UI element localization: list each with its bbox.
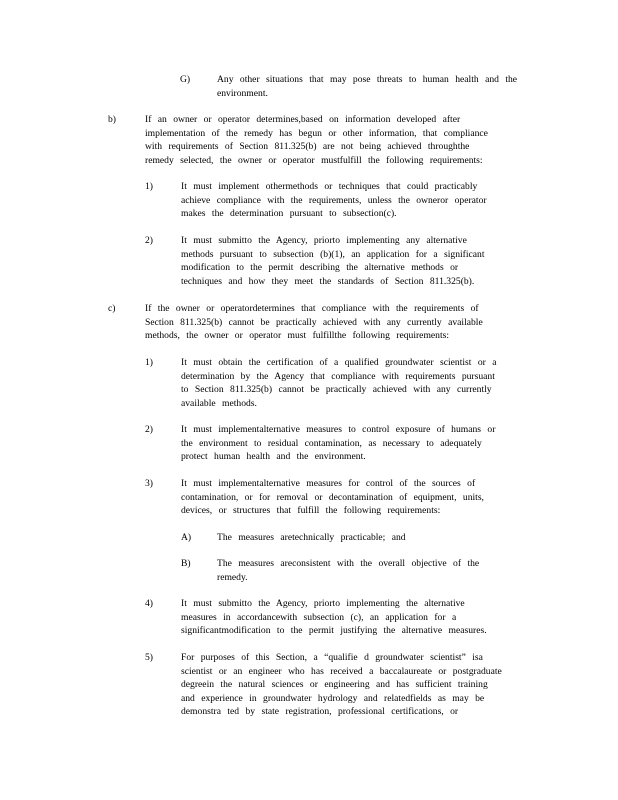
item-label-c2: 2) bbox=[145, 424, 153, 435]
text-line: the environment to residual contamination, as necessary to adequately bbox=[181, 437, 482, 449]
text-line: It must submitto the Agency, priorto implementing any alternative bbox=[181, 235, 467, 246]
text-line: and experience in groundwater hydrology and relatedfields as may be bbox=[181, 692, 485, 704]
text-line: Any other situations that may pose threats to human health and the bbox=[217, 74, 518, 85]
item-c3 bbox=[181, 477, 533, 518]
text-line: It must implementalternative measures to control exposure of humans or bbox=[181, 424, 496, 435]
text-line: available methods. bbox=[181, 397, 257, 409]
item-label-c: c) bbox=[108, 303, 116, 314]
item-g bbox=[217, 73, 537, 100]
text-line: makes the determination pursuant to subsection(c). bbox=[181, 208, 397, 220]
item-c1 bbox=[181, 356, 533, 410]
item-label-a: A) bbox=[181, 532, 192, 543]
item-label-b-upper: B) bbox=[181, 558, 191, 569]
text-line: scientist or an engineer who has received a baccalaureate or postgraduate bbox=[181, 665, 502, 677]
item-label-c3: 3) bbox=[145, 478, 153, 489]
text-line: It must implement othermethods or techniques that could practicably bbox=[181, 181, 478, 192]
text-line: methods, the owner or operator must fulfillthe following requirements: bbox=[145, 330, 450, 342]
item-label-b: b) bbox=[108, 114, 116, 125]
text-line: devices, or structures that fulfill the following requirements: bbox=[181, 505, 441, 517]
text-line: to Section 811.325(b) cannot be practically achieved with any currently bbox=[181, 384, 492, 396]
text-line: It must implementalternative measures for control of the sources of bbox=[181, 478, 476, 489]
item-a bbox=[217, 531, 527, 545]
item-label-b2: 2) bbox=[145, 235, 153, 246]
item-label-g: G) bbox=[180, 74, 191, 85]
text-line: significantmodification to the permit justifying the alternative measures. bbox=[181, 625, 487, 637]
item-c4 bbox=[181, 597, 533, 638]
item-b1 bbox=[181, 180, 526, 221]
text-line: achieve compliance with the requirements, unless the owneror operator bbox=[181, 194, 487, 206]
text-line: modification to the permit describing the alternative methods or bbox=[181, 262, 459, 274]
text-line: contamination, or for removal or decontamination of equipment, units, bbox=[181, 491, 484, 503]
text-line: For purposes of this Section, a “qualifie d groundwater scientist” isa bbox=[181, 652, 483, 663]
item-label-c4: 4) bbox=[145, 598, 153, 609]
text-line: implementation of the remedy has begun or other information, that compliance bbox=[145, 127, 488, 139]
text-line: It must submitto the Agency, priorto implementing the alternative bbox=[181, 598, 465, 609]
item-c5 bbox=[181, 651, 533, 719]
text-line: remedy. bbox=[217, 571, 248, 583]
item-c2 bbox=[181, 423, 533, 464]
item-label-c5: 5) bbox=[145, 652, 153, 663]
text-line: degreein the natural sciences or engineering and has sufficient training bbox=[181, 679, 488, 691]
item-b2 bbox=[181, 234, 526, 288]
text-line: measures in accordancewith subsection (c), an application for a bbox=[181, 611, 457, 623]
text-line: If an owner or operator determines,based on information developed after bbox=[145, 114, 461, 125]
item-c bbox=[145, 302, 525, 343]
item-b bbox=[145, 113, 525, 167]
text-line: demonstra ted by state registration, professional certifications, or bbox=[181, 706, 459, 718]
text-line: environment. bbox=[217, 87, 268, 99]
text-line: The measures areconsistent with the overall objective of the bbox=[217, 558, 480, 569]
text-line: If the owner or operatordetermines that compliance with the requirements of bbox=[145, 303, 479, 314]
text-line: The measures aretechnically practicable; and bbox=[217, 532, 406, 543]
text-line: protect human health and the environment. bbox=[181, 451, 366, 463]
text-line: Section 811.325(b) cannot be practically achieved with any currently available bbox=[145, 316, 483, 328]
text-line: with requirements of Section 811.325(b) are not being achieved throughthe bbox=[145, 141, 470, 153]
text-line: methods pursuant to subsection (b)(1), an application for a significant bbox=[181, 248, 485, 260]
item-label-c1: 1) bbox=[145, 357, 153, 368]
text-line: remedy selected, the owner or operator mustfulfill the following requirements: bbox=[145, 154, 483, 166]
text-line: determination by the Agency that compliance with requirements pursuant bbox=[181, 370, 495, 382]
text-line: techniques and how they meet the standards of Section 811.325(b). bbox=[181, 275, 475, 287]
text-line: It must obtain the certification of a qualified groundwater scientist or a bbox=[181, 357, 497, 368]
item-label-b1: 1) bbox=[145, 181, 153, 192]
item-b-upper bbox=[217, 557, 527, 584]
